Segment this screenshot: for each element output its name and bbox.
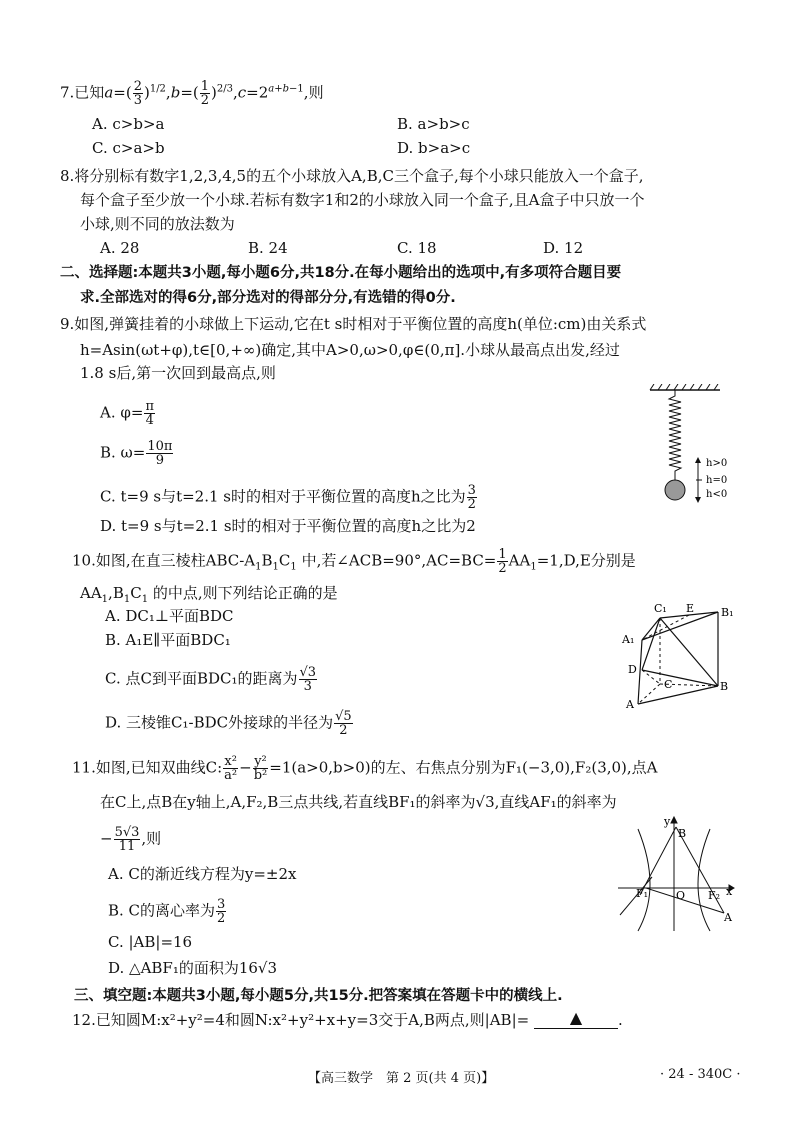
label-x: x [726, 885, 733, 898]
label-h-zero: h=0 [706, 475, 728, 486]
q10-option-c-text: C. 点C到平面BDC₁的距离为 [105, 669, 298, 688]
spring-figure [640, 384, 740, 508]
prism-figure [620, 600, 740, 712]
section2-heading-cont: 求.全部选对的得6分,部分选对的得部分分,有选错的得0分. [80, 290, 456, 306]
q11-line3: − $\frac{5√3}{11}$ ,则 [100, 825, 162, 854]
page-footer: 【高三数学 第 2 页(共 4 页)】 [308, 1071, 495, 1086]
q7-option-a: A. c>b>a [92, 115, 165, 133]
q11-option-c: C. |AB|=16 [108, 933, 193, 951]
q8-option-c: C. 18 [397, 239, 437, 257]
q7-stem: 7.已知a=( $\frac{2}{3}$ )$^{1/2}$,b=( $\frac{1}{2}$ )$^{2/3},c=2^{a+b-1}$,则 [60, 79, 324, 108]
label-b: B [720, 680, 729, 693]
q11-option-b-text: B. C的离心率为 [108, 901, 216, 920]
q10-option-d: D. 三棱锥C₁-BDC外接球的半径为 $\frac{√5}{2}$ [105, 709, 352, 738]
q8-line2: 每个盒子至少放一个小球.若标有数字1和2的小球放入同一个盒子,且A盒子中只放一个 [80, 191, 645, 209]
label-d: D [628, 663, 637, 676]
q10-line2: $AA_1,B_1C_1$ 的中点,则下列结论正确的是 [80, 584, 338, 605]
q10-line1b: 中,若∠ACB=90°,AC=BC= [301, 551, 497, 570]
q10-line1: 10.如图,在直三棱柱ABC-$A_1B_1C_1$ 中,若∠ACB=90°,AC=BC= $\frac{1}{2}$ $AA_1=1,D,E$分别是 [72, 547, 636, 576]
frac-2-3: $\frac{2}{3}$ [133, 79, 142, 108]
label-a1: A₁ [622, 633, 635, 646]
q8-line1: 8.将分别标有数字1,2,3,4,5的五个小球放入A,B,C三个盒子,每个小球只能放入一个盒子, [60, 167, 644, 185]
q11-line1: 11.如图,已知双曲线C: $\frac{\text{x²}}{\text{a²}}$ − $\frac{\text{y²}}{\text{b²}}$ =1(a>0,b>0)的左、右焦点分别为F₁(−3,0),F₂(3,0),点A [72, 754, 658, 783]
label-b1: B₁ [721, 606, 734, 619]
q11-line3b: ,则 [141, 829, 162, 848]
label-h-pos: h>0 [706, 458, 728, 469]
label-b: B [678, 827, 687, 840]
q7-option-b: B. a>b>c [397, 115, 470, 133]
q11-option-a: A. C的渐近线方程为y=±2x [108, 865, 297, 883]
label-c1: C₁ [654, 602, 667, 615]
triangle-icon: ▲ [569, 1008, 583, 1027]
q11-line2: 在C上,点B在y轴上,A,F₂,B三点共线,若直线BF₁的斜率为√3,直线AF₁的斜率为 [100, 793, 617, 811]
q9-option-b: B. ω= $\frac{10\pi}{9}$ [100, 439, 173, 468]
q9-option-a-text: A. φ= [100, 403, 144, 422]
q8-line3: 小球,则不同的放法数为 [80, 215, 235, 233]
q9-option-a: A. φ= $\frac{\pi}{4}$ [100, 399, 154, 428]
q9-line2: h=Asin(ωt+φ),t∈[0,+∞)确定,其中A>0,ω>0,φ∈(0,π].小球从最高点出发,经过 [80, 341, 620, 359]
q7-stem-b: ,则 [303, 83, 324, 102]
q9-option-c: C. t=9 s与t=2.1 s时的相对于平衡位置的高度h之比为 $\frac{3}{2}$ [100, 483, 476, 512]
label-y: y [664, 815, 671, 828]
label-e: E [686, 602, 695, 615]
label-a: A [724, 911, 732, 924]
page-code: · 24 - 340C · [660, 1067, 741, 1082]
label-a: A [626, 698, 634, 711]
label-h-neg: h<0 [706, 489, 728, 500]
q8-option-b: B. 24 [248, 239, 288, 257]
label-f1: F₁ [636, 887, 649, 900]
label-o: O [676, 889, 686, 902]
section3-heading: 三、填空题:本题共3小题,每小题5分,共15分.把答案填在答题卡中的横线上. [74, 988, 563, 1004]
q12-stem: 12.已知圆M:x²+y²=4和圆N:x²+y²+x+y=3交于A,B两点,则|AB|= [72, 1011, 530, 1029]
hyperbola-figure [616, 815, 738, 933]
q7-option-c: C. c>a>b [92, 139, 165, 157]
q10-option-c: C. 点C到平面BDC₁的距离为 $\frac{√3}{3}$ [105, 665, 317, 694]
q9-option-c-text: C. t=9 s与t=2.1 s时的相对于平衡位置的高度h之比为 [100, 487, 466, 506]
q11-line1a: 11.如图,已知双曲线C: [72, 758, 223, 777]
q10-line2-text: 的中点,则下列结论正确的是 [152, 584, 338, 602]
q11-option-b: B. C的离心率为 $\frac{3}{2}$ [108, 897, 226, 926]
q9-option-b-text: B. ω= [100, 443, 146, 462]
q9-option-d: D. t=9 s与t=2.1 s时的相对于平衡位置的高度h之比为2 [100, 517, 476, 535]
q10-line1c: =1,D,E分别是 [536, 551, 636, 570]
q7-option-d: D. b>a>c [397, 139, 471, 157]
q10-option-b: B. A₁E∥平面BDC₁ [105, 631, 231, 649]
q9-line3: 1.8 s后,第一次回到最高点,则 [80, 364, 276, 382]
answer-blank[interactable] [534, 1008, 618, 1029]
q10-line1a: 10.如图,在直三棱柱ABC-A [72, 551, 256, 570]
q7-stem-a: 7.已知 [60, 83, 105, 102]
q8-option-d: D. 12 [543, 239, 584, 257]
q10-option-d-text: D. 三棱锥C₁-BDC外接球的半径为 [105, 713, 334, 732]
section2-heading: 二、选择题:本题共3小题,每小题6分,共18分.在每小题给出的选项中,有多项符合题目要 [60, 265, 622, 281]
q12-end: . [617, 1011, 623, 1029]
q11-option-d: D. △ABF₁的面积为16√3 [108, 959, 278, 977]
q11-line1b: =1(a>0,b>0)的左、右焦点分别为F₁(−3,0),F₂(3,0),点A [269, 758, 658, 777]
label-f2: F₂ [708, 889, 721, 902]
q10-option-a: A. DC₁⊥平面BDC [105, 607, 234, 625]
frac-1-2: $\frac{1}{2}$ [200, 79, 210, 108]
q9-line1: 9.如图,弹簧挂着的小球做上下运动,它在t s时相对于平衡位置的高度h(单位:cm)由关系式 [60, 315, 647, 333]
label-c: C [664, 678, 673, 691]
q8-option-a: A. 28 [100, 239, 140, 257]
q12 [72, 1010, 623, 1031]
